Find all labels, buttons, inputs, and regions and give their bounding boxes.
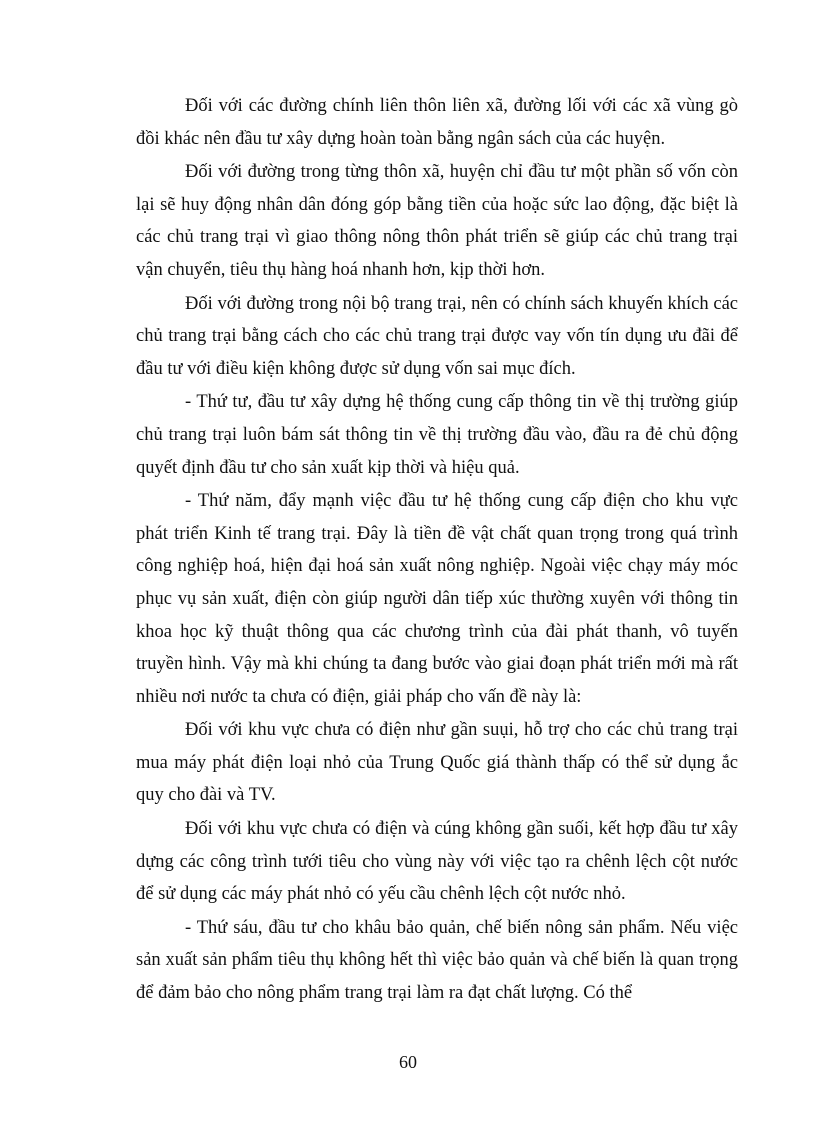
paragraph-roads-inter-commune: Đối với các đường chính liên thôn liên xã, đường lối với các xã vùng gò đồi khác nên đầu tư xây dựng hoàn toàn bằng ngân sách của các huyện.: [136, 96, 738, 149]
paragraph-fourth-information-system: - Thứ tư, đầu tư xây dựng hệ thống cung cấp thông tin về thị trường giúp chủ trang trại luôn bám sát thông tin về thị trường đầu vào, đầu ra đẻ chủ động quyết định đầu tư cho sản xuất kịp thời và hiệu quả.: [136, 392, 738, 478]
paragraph-areas-without-streams: Đối với khu vực chưa có điện và cúng không gần suối, kết hợp đầu tư xây dựng các công trình tưới tiêu cho vùng này với việc tạo ra chênh lệch cột nước để sử dụng các máy phát nhỏ có yếu cầu chênh lệch cột nước nhỏ.: [136, 819, 738, 905]
paragraph-roads-in-farm: Đối với đường trong nội bộ trang trại, nên có chính sách khuyến khích các chủ trang trại bằng cách cho các chủ trang trại được vay vốn tín dụng ưu đãi để đầu tư với điều kiện không được sử dụng vốn sai mục đích.: [136, 293, 738, 379]
body-text: [136, 90, 738, 1011]
paragraph-fifth-electricity: - Thứ năm, đẩy mạnh việc đầu tư hệ thống cung cấp điện cho khu vực phát triển Kinh tế trang trại. Đây là tiền đề vật chất quan trọng trong quá trình công nghiệp hoá, hiện đại hoá sản xuất nông nghiệp. Ngoài việc chạy máy móc phục vụ sản xuất, điện còn giúp người dân tiếp xúc thường xuyên với thông tin khoa học kỹ thuật thông qua các chương trình của đài phát thanh, vô tuyến truyền hình. Vậy mà khi chúng ta đang bước vào giai đoạn phát triển mới mà rất nhiều nơi nước ta chưa có điện, giải pháp cho vấn đề này là:: [136, 491, 738, 707]
page-number: 60: [399, 1052, 417, 1072]
paragraph-sixth-preservation: - Thứ sáu, đầu tư cho khâu bảo quản, chế biến nông sản phẩm. Nếu việc sản xuất sản phẩm tiêu thụ không hết thì việc bảo quản và chế biến là quan trọng để đảm bảo cho nông phẩm trang trại làm ra đạt chất lượng. Có thể: [136, 917, 738, 1004]
paragraph-areas-near-streams: Đối với khu vực chưa có điện như gần suụi, hỗ trợ cho các chủ trang trại mua máy phát điện loại nhỏ của Trung Quốc giá thành thấp có thể sử dụng ắc quy cho đài và TV.: [136, 720, 738, 806]
paragraph-roads-in-village: Đối với đường trong từng thôn xã, huyện chỉ đầu tư một phần số vốn còn lại sẽ huy động nhân dân đóng góp bằng tiền của hoặc sức lao động, đặc biệt là các chủ trang trại vì giao thông nông thôn phát triển sẽ giúp các chủ trang trại vận chuyển, tiêu thụ hàng hoá nhanh hơn, kịp thời hơn.: [136, 162, 738, 280]
